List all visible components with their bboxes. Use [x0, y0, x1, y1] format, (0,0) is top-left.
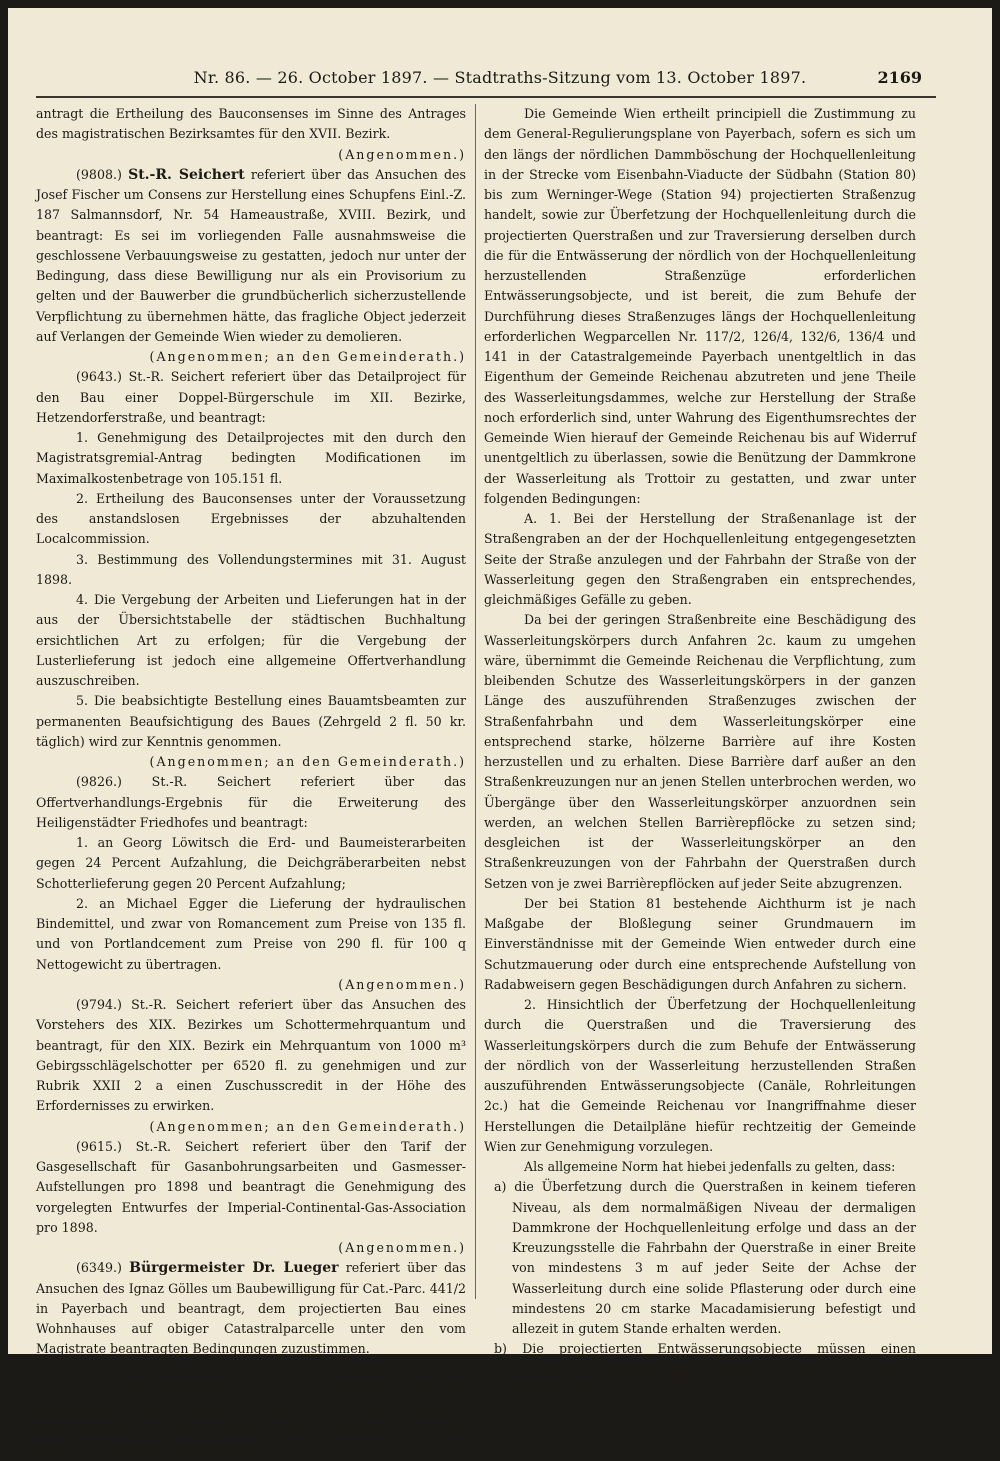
- header-rule: [36, 96, 936, 98]
- item-number: (6349.): [76, 1260, 122, 1276]
- list-item: a) die Überfetzung durch die Querstraßen in keinem tieferen Niveau, als dem normalmäßigen Niveau der dermaligen Dammkrone der Hochquellenleitung erfolge und dass an der Kreuzungsstelle die Fahrbahn der Querstraße in einer Breite von mindestens 3 m auf jeder Seite der Achse der Wasserleitung durch eine solide Pflasterung oder durch eine mindestens 20 cm starke Macadamisierung befestigt und allezeit in gutem Stande erhalten werden.: [494, 1179, 916, 1336]
- paragraph: [36, 1258, 466, 1359]
- list-item: b) Die projectierten Entwässerungsobjecte müssen einen entsprechend großen, lichten Querschnitt bekommen, sind im Bereiche der: [494, 1341, 916, 1397]
- running-header: [8, 66, 992, 96]
- paragraph: (9826.) St.-R. Seichert referiert über das Offertverhandlungs-Ergebnis für die Erweiterung des Heiligenstädter Friedhofes und beantragt:: [36, 774, 466, 830]
- paragraph: Der bei Station 81 bestehende Aichthurm ist je nach Maßgabe der Bloßlegung seiner Grundmauern im Einverständnisse mit der Gemeinde Wien entweder durch eine Schutzmauerung oder durch eine entsprechende Aufstellung von Radabweisern gegen Beschädigungen durch Anfahren zu sichern.: [484, 895, 916, 992]
- left-column: [36, 104, 466, 1461]
- paragraph: (9794.) St.-R. Seichert referiert über das Ansuchen des Vorstehers des XIX. Bezirkes um Schottermehrquantum und beantragt, für den XIX. Bezirk ein Mehrquantum von 1000 m³ Gebirgsschlägelschotter per 6520 fl. zu genehmigen und zur Rubrik XXII 2 a einen Zuschusscredit in der Höhe des Erfordernisses zu erwirken.: [36, 997, 466, 1114]
- item-number: (9808.): [76, 166, 122, 182]
- list-item: 3. Bestimmung des Vollendungstermines mit 31. August 1898.: [36, 551, 466, 587]
- paragraph: A. 1. Bei der Herstellung der Straßenanlage ist der Straßengraben an der der Hochquellenleitung entgegengesetzten Seite der Straße anzulegen und der Fahrbahn der Straße von der Wasserleitung gegen den Straßengraben ein entsprechendes, gleichmäßiges Gefälle zu geben.: [484, 511, 916, 607]
- status-note: (Angenommen.): [338, 1361, 466, 1377]
- paragraph: [36, 165, 466, 347]
- speaker-name: Bürgermeister Dr. Lueger: [129, 1260, 339, 1277]
- page: [8, 8, 992, 1458]
- status-note: (Angenommen.): [338, 146, 466, 162]
- list-item: 4. Die Vergebung der Arbeiten und Lieferungen hat in der aus der Übersichtstabelle der städtischen Buchhaltung ersichtlichen Art zu erfolgen; für die Vergebung der Lusterlieferung ist jedoch eine allgemeine Offertverhandlung auszuschreiben.: [36, 592, 466, 688]
- status-note: (Angenommen; an den Gemeinderath.): [149, 754, 466, 769]
- list-item: 2. Ertheilung des Bauconsenses unter der Voraussetzung des anstandslosen Ergebnisses der abzuhaltenden Localcommission.: [36, 490, 466, 547]
- column-divider: [475, 104, 476, 1299]
- paragraph: (4640.) Bürgermeister Dr. Lueger referiert über die Zustimmung der Gemeinde Wien zu dem General-Regulierungsplane für Payerbach mit Rücksicht auf die Hochquellenleitung und beantragt:: [36, 1381, 466, 1458]
- paragraph: 2. Hinsichtlich der Überfetzung der Hochquellenleitung durch die Querstraßen und die Traversierung des Wasserleitungskörpers durch die zum Behufe der Entwässerung der nördlich von der Wasserleitung herzustellenden Straßen auszuführenden Entwässerungsobjecte (Canäle, Rohrleitungen 2c.) hat die Gemeinde Reichenau vor Inangriffnahme dieser Herstellungen die Detailpläne hiefür rechtzeitig der Gemeinde Wien zur Genehmigung vorzulegen.: [484, 997, 916, 1154]
- paragraph: Als allgemeine Norm hat hiebei jedenfalls zu gelten, dass:: [524, 1159, 896, 1174]
- status-note: (Angenommen; an den Gemeinderath.): [149, 349, 466, 364]
- list-item: 1. Genehmigung des Detailprojectes mit den durch den Magistratsgremial-Antrag bedingten Modificationen im Maximalkostenbetrage von 105.151 fl.: [36, 430, 466, 486]
- page-number: 2169: [877, 68, 922, 87]
- status-note: (Angenommen.): [338, 1240, 466, 1255]
- right-column: [484, 104, 916, 1400]
- status-note: (Angenommen.): [338, 976, 466, 992]
- list-item: 1. an Georg Löwitsch die Erd- und Baumeisterarbeiten gegen 24 Percent Aufzahlung, die Deichgräberarbeiten nebst Schotterlieferung gegen 20 Percent Aufzahlung;: [36, 835, 466, 891]
- paragraph: Da bei der geringen Straßenbreite eine Beschädigung des Wasserleitungskörpers durch Anfahren 2c. kaum zu umgehen wäre, übernimmt die Gemeinde Reichenau die Verpflichtung, zum bleibenden Schutze des Wasserleitungskörpers in der ganzen Länge des auszuführenden Straßenzuges zwischen der Straßenfahrbahn und dem Wasserleitungskörper eine entsprechend starke, hölzerne Barrière auf ihre Kosten herzustellen und zu erhalten. Diese Barrière darf außer an den Straßenkreuzungen nur an jenen Stellen unterbrochen werden, wo Übergänge über den Wasserleitungskörper anzuordnen sein werden, an welchen Stellen Barrièrepflöcke zu setzen sind; desgleichen ist der Wasserleitungskörper an den Straßenkreuzungen von der Fahrbahn der Querstraßen durch Setzen von je zwei Barrièrepflöcken auf jeder Seite abzugrenzen.: [484, 612, 916, 891]
- list-item: 5. Die beabsichtigte Bestellung eines Bauamtsbeamten zur permanenten Beaufsichtigung des Baues (Zehrgeld 2 fl. 50 kr. täglich) wird zur Kenntnis genommen.: [36, 693, 466, 749]
- speaker-name: St.-R. Seichert: [128, 166, 245, 183]
- header-title: Nr. 86. — 26. October 1897. — Stadtraths-Sitzung vom 13. October 1897.: [193, 68, 807, 87]
- paragraph: (9643.) St.-R. Seichert referiert über das Detailproject für den Bau einer Doppel-Bürgerschule im XII. Bezirke, Hetzendorferstraße, und beantragt:: [36, 369, 466, 425]
- status-note: (Angenommen; an den Gemeinderath.): [149, 1118, 466, 1134]
- paragraph: antragt die Ertheilung des Bauconsenses im Sinne des Antrages des magistratischen Bezirksamtes für den XVII. Bezirk.: [36, 106, 466, 142]
- paragraph-text: referiert über das Ansuchen des Ignaz Gölles um Baubewilligung für Cat.-Parc. 441/2 in Payerbach und beantragt, dem projectierten Bau eines Wohnhauses auf obiger Catastralparcelle unter den vom Magistrate beantragten Bedingungen zuzustimmen.: [36, 1260, 466, 1357]
- paragraph: (9615.) St.-R. Seichert referiert über den Tarif der Gasgesellschaft für Gasanbohrungsarbeiten und Gasmesser-Aufstellungen pro 1898 und beantragt die Genehmigung des vorgelegten Entwurfes der Imperial-Continental-Gas-Association pro 1898.: [36, 1138, 466, 1235]
- paragraph-text: referiert über das Ansuchen des Josef Fischer um Consens zur Herstellung eines Schupfens Einl.-Z. 187 Salmannsdorf, Nr. 54 Hameaustraße, XVIII. Bezirk, und beantragt: Es sei im vorliegenden Falle ausnahmsweise die geschlossene Verbauungsweise zu gestatten, jedoch nur unter der Bedingung, dass diese Bewilligung nur als ein Provisorium zu gelten und der Bauwerber die grundbücherlich sicherzustellende Verpflichtung zu übernehmen hätte, das fragliche Object jederzeit auf Verlangen der Gemeinde Wien wieder zu demolieren.: [36, 166, 466, 344]
- paragraph: Die Gemeinde Wien ertheilt principiell die Zustimmung zu dem General-Regulierungsplane von Payerbach, sofern es sich um den längs der nördlichen Dammböschung der Hochquellenleitung in der Strecke vom Eisenbahn-Viaducte der Südbahn (Station 80) bis zum Werninger-Wege (Station 94) projectierten Straßenzug handelt, sowie zur Überfetzung der Hochquellenleitung durch die projectierten Querstraßen und zur Traversierung derselben durch die für die Entwässerung der nördlich von der Hochquellenleitung herzustellenden Straßenzüge erforderlichen Entwässerungsobjecte, und ist bereit, die zum Behufe der Durchführung dieses Straßenzuges längs der Hochquellenleitung erforderlichen Wegparcellen Nr. 117/2, 126/4, 132/6, 136/4 und 141 in der Catastralgemeinde Payerbach unentgeltlich in das Eigenthum der Gemeinde Reichenau abzutreten und jene Theile des Wasserleitungsdammes, welche zur Herstellung der Straße noch erforderlich sind, unter Wahrung des Eigenthumsrechtes der Gemeinde Wien hierauf der Gemeinde Reichenau bis auf Widerruf unentgeltlich zu überlassen, sowie die Benützung der Dammkrone der Wasserleitung als Trottoir zu gestatten, und zwar unter folgenden Bedingungen:: [484, 106, 916, 506]
- list-item: 2. an Michael Egger die Lieferung der hydraulischen Bindemittel, und zwar von Romancement zum Preise von 135 fl. und von Portlandcement zum Preise von 290 fl. für 100 q Nettogewicht zu übertragen.: [36, 895, 466, 972]
